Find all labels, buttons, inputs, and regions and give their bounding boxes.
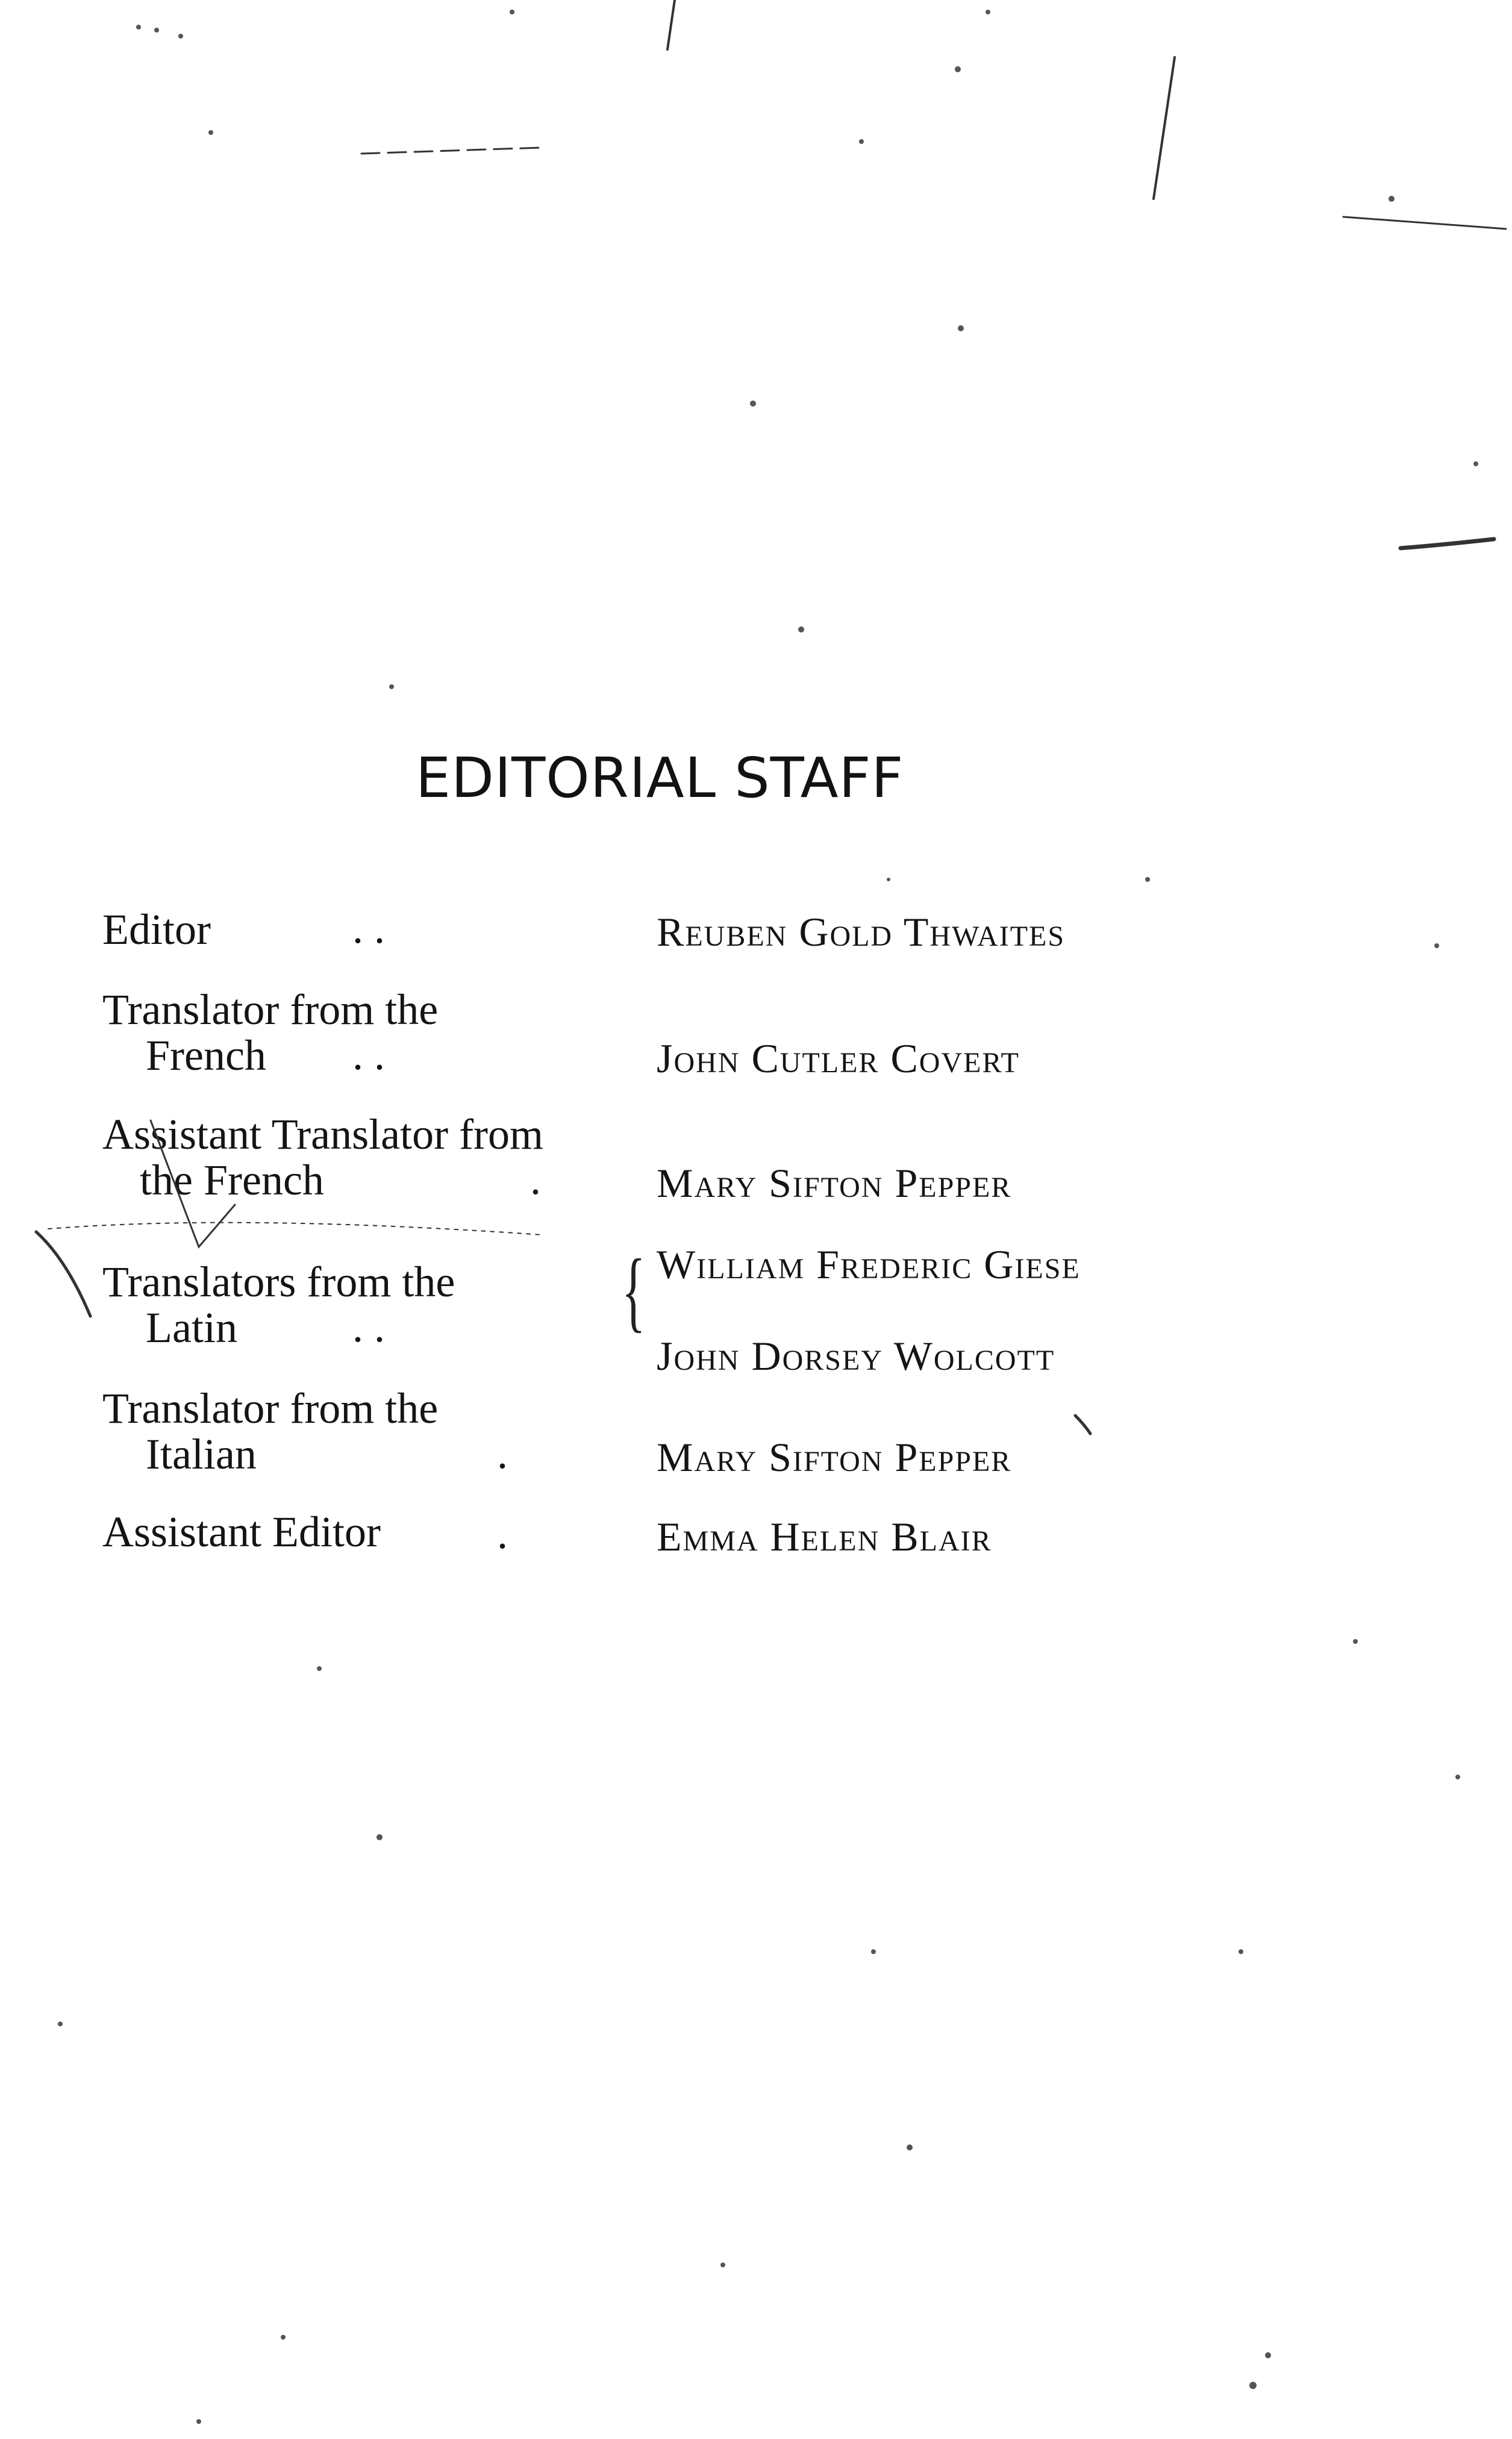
- leader-dots-assistant-editor: .: [497, 1510, 508, 1558]
- name-translators-latin-2: John Dorsey Wolcott: [657, 1333, 1055, 1379]
- role-translator-italian-line2: Italian: [146, 1430, 257, 1478]
- role-translator-french-line2: French: [146, 1031, 266, 1079]
- role-assistant-translator-french-line1: Assistant Translator from: [102, 1110, 544, 1158]
- role-assistant-translator-french-line2: the French: [140, 1156, 324, 1204]
- role-translator-french-line1: Translator from the: [102, 985, 439, 1034]
- pencil-marks: [36, 0, 1506, 1434]
- specks: [58, 10, 1478, 2424]
- role-translator-italian: [102, 1385, 438, 1477]
- leader-dots-editor: . .: [352, 904, 385, 952]
- role-assistant-editor-label: Assistant Editor: [102, 1508, 381, 1556]
- name-translator-italian: Mary Sifton Pepper: [657, 1434, 1012, 1480]
- leader-dots-translators-latin: . .: [352, 1303, 385, 1351]
- role-translators-latin-line2: Latin: [146, 1304, 237, 1352]
- role-translators-latin: [102, 1259, 455, 1351]
- role-translators-latin-line1: Translators from the: [102, 1258, 455, 1306]
- name-translators-latin-1: William Frederic Giese: [657, 1241, 1081, 1287]
- role-editor-label: Editor: [102, 905, 211, 954]
- leader-dots-translator-italian: .: [497, 1429, 508, 1478]
- name-assistant-translator-french: Mary Sifton Pepper: [657, 1160, 1012, 1206]
- leader-dots-assistant-translator-french: .: [530, 1155, 541, 1204]
- role-assistant-editor: [102, 1509, 381, 1555]
- leader-dots-translator-french: . .: [352, 1031, 385, 1079]
- name-translator-french: John Cutler Covert: [657, 1035, 1020, 1081]
- name-editor: Reuben Gold Thwaites: [657, 909, 1066, 955]
- name-assistant-editor: Emma Helen Blair: [657, 1514, 992, 1560]
- page-heading: EDITORIAL STAFF: [416, 746, 904, 810]
- role-translator-italian-line1: Translator from the: [102, 1384, 439, 1432]
- role-assistant-translator-french: [102, 1111, 543, 1203]
- role-editor: [102, 907, 211, 952]
- role-translator-french: [102, 987, 438, 1078]
- brace-bracket: {: [622, 1241, 646, 1341]
